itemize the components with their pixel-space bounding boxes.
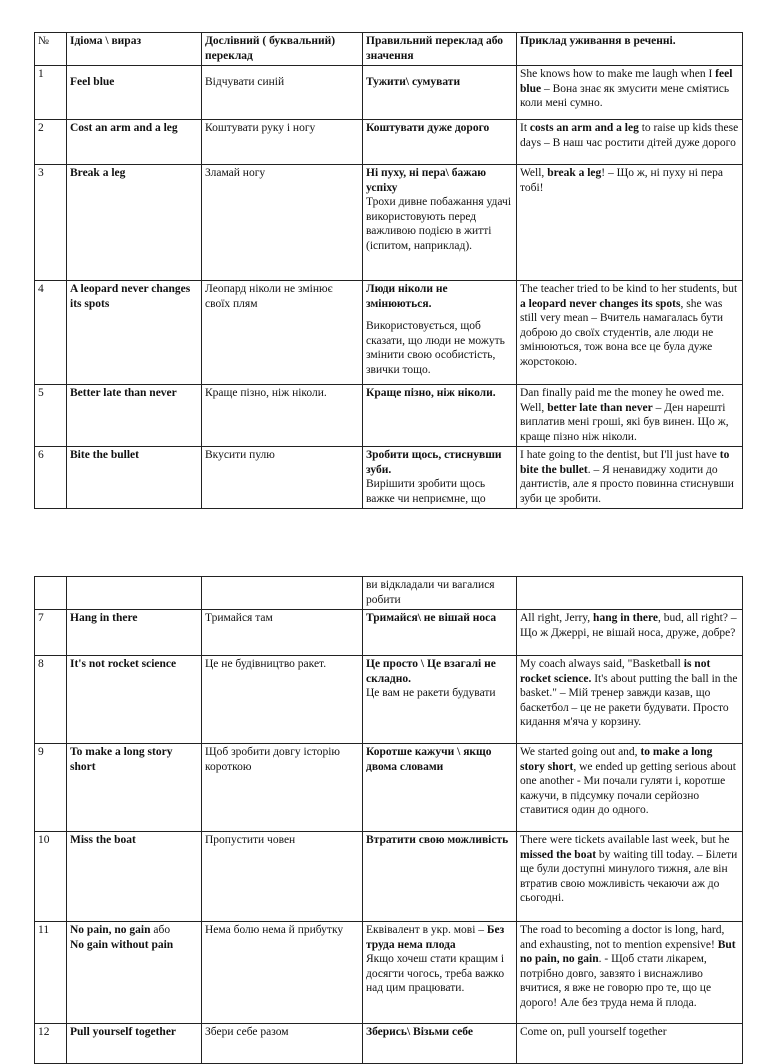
example-text: – Ден нарешті виплатив мені гроші, які був винен. Що ж, краще пізно ніж ніколи.	[520, 401, 729, 443]
row-number: 7	[35, 610, 67, 656]
meaning-cell	[363, 281, 517, 385]
row-number: 4	[35, 281, 67, 385]
literal-cell: Тримайся там	[202, 610, 363, 656]
example-text: There were tickets available last week, but he	[520, 834, 730, 846]
meaning-cell	[363, 744, 517, 832]
literal-cell: Нема болю нема й прибутку	[202, 922, 363, 1024]
idiom-alternative: No gain without pain	[70, 938, 174, 951]
example-idiom: But no pain, no gain	[520, 938, 736, 965]
meaning-text: Без труда нема плода	[366, 924, 505, 951]
example-text: It	[520, 122, 530, 134]
example-idiom: feel blue	[520, 68, 733, 95]
row-number: 12	[35, 1024, 67, 1064]
example-text: . – Я ненавиджу ходити до дантистів, але я просто повинна стиснувши зуби це зробити.	[520, 463, 734, 505]
example-text: by waiting till today. – Білети ще були доступні минулого тижня, але він втратив свою можливість чекаючи аж до сьогодні.	[520, 848, 738, 904]
literal-cell: Відчувати синій	[202, 66, 363, 120]
example-text: to raise up kids these days – В наш час ростити дітей дуже дорого	[520, 122, 739, 149]
example-cell	[517, 922, 743, 1024]
meaning-note: Вирішити зробити щось важке чи неприємне, що	[366, 478, 486, 504]
example-idiom: break a leg	[547, 167, 602, 179]
literal-cell	[202, 577, 363, 610]
meaning-note: Використовується, щоб сказати, що люди не можуть змінити свою особистість, звички тощо.	[366, 320, 505, 376]
row-number: 9	[35, 744, 67, 832]
meaning-note: Якщо хочеш стати кращим і досягти чогось, треба важко над цим працювати.	[366, 953, 505, 994]
header-idiom: Ідіома \ вираз	[67, 33, 202, 66]
meaning-note: Трохи дивне побажання удачі використовують перед важливою подією в житті (іспитом, наприклад).	[366, 196, 512, 252]
example-text: – Вона знає як змусити мене сміятись коли мені сумно.	[520, 82, 730, 109]
example-text: It's about putting the ball in the basket." – Мій тренер завжди казав, що баскетбол – це не ракети будувати. Просто кидання м'яча у корзину.	[520, 672, 738, 728]
literal-cell: Зламай ногу	[202, 165, 363, 281]
table-row	[35, 120, 743, 165]
meaning-cell	[363, 165, 517, 281]
meaning-cell	[363, 832, 517, 922]
example-cell	[517, 656, 743, 744]
example-cell	[517, 832, 743, 922]
example-text: We started going out and,	[520, 746, 641, 758]
literal-cell: Це не будівництво ракет.	[202, 656, 363, 744]
idiom-cell: Miss the boat	[67, 832, 202, 922]
example-text: Dan finally paid me the money he owed me. Well,	[520, 387, 725, 414]
example-cell	[517, 610, 743, 656]
continuation-row	[35, 577, 743, 610]
idioms-table-top	[34, 32, 743, 509]
idiom-cell	[67, 922, 202, 1024]
example-cell: Come on, pull yourself together	[517, 1024, 743, 1064]
row-number: 2	[35, 120, 67, 165]
row-number	[35, 577, 67, 610]
row-number: 11	[35, 922, 67, 1024]
idiom-text: No pain, no gain	[70, 924, 151, 936]
table-row	[35, 281, 743, 385]
example-text: , bud, all right? – Що ж Джеррі, не вішай носа, друже, добре?	[520, 612, 737, 639]
row-number: 6	[35, 447, 67, 509]
example-idiom: to bite the bullet	[520, 449, 730, 476]
row-number: 1	[35, 66, 67, 120]
literal-cell: Вкусити пулю	[202, 447, 363, 509]
row-number: 3	[35, 165, 67, 281]
example-cell	[517, 120, 743, 165]
literal-cell: Пропустити човен	[202, 832, 363, 922]
literal-cell: Щоб зробити довгу історію короткою	[202, 744, 363, 832]
example-cell	[517, 281, 743, 385]
example-text: The road to becoming a doctor is long, hard, and exhausting, not to mention expensive!	[520, 924, 725, 951]
idiom-cell: A leopard never changes its spots	[67, 281, 202, 385]
idioms-table-bottom	[34, 576, 743, 1064]
idiom-cell: Cost an arm and a leg	[67, 120, 202, 165]
meaning-cell	[363, 610, 517, 656]
example-text: . - Щоб стати лікарем, потрібно довго, завзято і виснажливо вчитися, я вже не говорю про те, що це дорого! Але без труда нема й плода.	[520, 953, 712, 1009]
table-row	[35, 385, 743, 447]
meaning-text: Коротше кажучи \ якщо двома словами	[366, 746, 492, 773]
example-cell	[517, 447, 743, 509]
table-row	[35, 610, 743, 656]
meaning-cell	[363, 922, 517, 1024]
meaning-text: Втратити свою можливість	[366, 834, 509, 846]
idiom-cell: Bite the bullet	[67, 447, 202, 509]
example-cell	[517, 744, 743, 832]
meaning-text: Зробити щось, стиснувши зуби.	[366, 449, 502, 476]
literal-cell: Леопард ніколи не змінює своїх плям	[202, 281, 363, 385]
idiom-cell: Pull yourself together	[67, 1024, 202, 1064]
example-text: The teacher tried to be kind to her students, but	[520, 283, 738, 295]
idiom-cell: Feel blue	[67, 66, 202, 120]
example-text: All right, Jerry,	[520, 612, 594, 624]
meaning-text: Люди ніколи не змінюються.	[366, 283, 448, 310]
meaning-cell	[363, 66, 517, 120]
table-row	[35, 922, 743, 1024]
meaning-text: Ні пуху, ні пера\ бажаю успіху	[366, 167, 487, 194]
meaning-text: Тужити\ сумувати	[366, 76, 461, 88]
example-cell	[517, 385, 743, 447]
example-text: I hate going to the dentist, but I'll just have	[520, 449, 720, 461]
idiom-cell: To make a long story short	[67, 744, 202, 832]
meaning-cell	[363, 385, 517, 447]
header-meaning: Правильний переклад або значення	[363, 33, 517, 66]
table-row	[35, 66, 743, 120]
example-idiom: hang in there	[593, 612, 659, 624]
example-idiom: better late than never	[547, 401, 653, 414]
table-row	[35, 447, 743, 509]
example-idiom: to make a long story short	[520, 746, 713, 773]
meaning-note: Це вам не ракети будувати	[366, 687, 496, 699]
header-number: №	[35, 33, 67, 66]
meaning-text: Краще пізно, ніж ніколи.	[366, 387, 496, 399]
meaning-cell	[363, 656, 517, 744]
example-cell	[517, 165, 743, 281]
header-literal: Дослівний ( буквальний) переклад	[202, 33, 363, 66]
example-idiom: missed the boat	[520, 848, 597, 861]
example-cell	[517, 66, 743, 120]
example-text: , she was still very mean – Вчитель намагалась бути доброю до своїх студентів, але люди не змінюються, тож вона все це була дуже жорстокою.	[520, 297, 724, 368]
row-number: 8	[35, 656, 67, 744]
literal-cell: Коштувати руку і ногу	[202, 120, 363, 165]
example-text: , we ended up getting serious about one another - Ми почали гуляти і, коротше кажучи, в підсумку почали серйозно ставитися один до одного.	[520, 760, 736, 816]
table-row	[35, 832, 743, 922]
meaning-text: Тримайся\ не вішай носа	[366, 612, 497, 624]
example-idiom: is not rocket science.	[520, 658, 711, 685]
table-row	[35, 744, 743, 832]
meaning-cell	[363, 120, 517, 165]
meaning-text: Це просто \ Це взагалі не складно.	[366, 658, 496, 685]
idiom-connector: або	[150, 924, 171, 936]
literal-cell: Краще пізно, ніж ніколи.	[202, 385, 363, 447]
meaning-cell: Зберись\ Візьми себе	[363, 1024, 517, 1064]
table-row-partial	[35, 1024, 743, 1064]
idiom-cell: It's not rocket science	[67, 656, 202, 744]
example-text: ! – Що ж, ні пуху ні пера тобі!	[520, 167, 723, 194]
row-number: 10	[35, 832, 67, 922]
meaning-cell	[363, 447, 517, 509]
meaning-text: Коштувати дуже дорого	[366, 122, 490, 134]
example-text: Well,	[520, 167, 548, 179]
idiom-cell: Better late than never	[67, 385, 202, 447]
idiom-cell	[67, 577, 202, 610]
example-idiom: costs an arm and a leg	[529, 122, 639, 134]
literal-cell: Збери себе разом	[202, 1024, 363, 1064]
example-text: She knows how to make me laugh when I	[520, 68, 716, 80]
meaning-continuation: ви відкладали чи вагалися робити	[363, 577, 517, 610]
table-row	[35, 165, 743, 281]
table-header-row	[35, 33, 743, 66]
idiom-cell: Hang in there	[67, 610, 202, 656]
idiom-cell: Break a leg	[67, 165, 202, 281]
example-idiom: a leopard never changes its spots	[520, 297, 681, 310]
header-example: Приклад уживання в реченні.	[517, 33, 743, 66]
example-text: My coach always said, "Basketball	[520, 658, 684, 670]
meaning-prefix: Еквівалент в укр. мові –	[366, 924, 487, 936]
table-row	[35, 656, 743, 744]
row-number: 5	[35, 385, 67, 447]
example-cell	[517, 577, 743, 610]
